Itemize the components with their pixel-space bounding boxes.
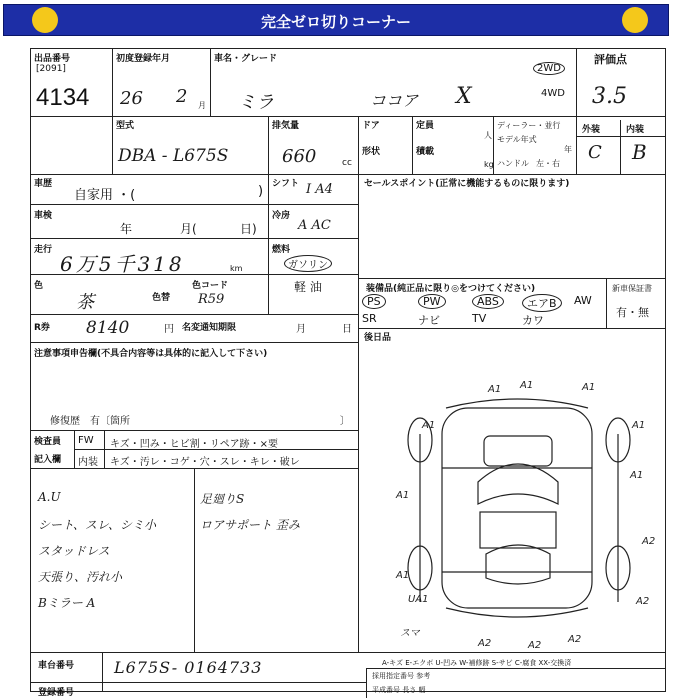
reg-number-label: 登録番号 [38, 688, 75, 698]
color-value: 茶 [76, 292, 94, 313]
legend-row2: 採用指定番号 参考 [372, 672, 431, 680]
displacement-label: 排気量 [272, 121, 300, 131]
car-diagram [360, 372, 666, 652]
lot-number: 4134 [36, 84, 90, 111]
mileage-value: 6万5千318 [60, 252, 185, 276]
model-year-label: モデル年式 [497, 135, 537, 144]
legend-row3: 平成番号 長さ 幅 [372, 686, 426, 694]
lot-sub: [2091] [36, 64, 66, 74]
first-reg-month: 2 [176, 86, 188, 107]
damage-mark: A2 [642, 536, 656, 547]
sales-points-label: セールスポイント(正常に機能するものに限ります) [364, 179, 570, 189]
equipment-label: 装備品(純正品に限り◎をつけてください) [366, 284, 536, 294]
usage-close: ) [258, 184, 264, 199]
first-reg-label: 初度登録年月 [116, 54, 171, 64]
door-label: ドア [362, 121, 380, 131]
inspector-line2: キズ・汚レ・コゲ・穴・スレ・キレ・破レ [110, 457, 300, 468]
damage-mark: A1 [632, 420, 646, 431]
mileage-label: 走行 [34, 245, 53, 255]
remark-left-item: シート、スレ、シミ小 [38, 518, 156, 532]
inspector-line1: キズ・凹み・ヒビ割・リペア跡・×要 [110, 439, 278, 450]
repair-history: 修復歴 有〔箇所 [50, 416, 130, 427]
inspector-sub-label: 記入欄 [34, 455, 62, 465]
car-grade: ココア [370, 91, 419, 110]
dealer-label: ディーラー・並行 [497, 121, 561, 130]
color-code: R59 [198, 292, 225, 307]
fuel-label: 燃料 [272, 245, 291, 255]
equipment-item: AW [574, 294, 592, 307]
shape-label: 形状 [362, 147, 381, 157]
equipment-item: SR [362, 312, 377, 325]
shift-value: I A4 [306, 182, 333, 197]
handle-options: 左・右 [536, 159, 560, 168]
inspection-day: 日) [240, 222, 257, 236]
header-banner [3, 4, 669, 36]
name-change-day: 日 [342, 324, 352, 335]
equipment-item: PW [418, 294, 446, 309]
fuel-gas: ガソリン [284, 255, 332, 272]
fw-label: FW [78, 435, 94, 446]
damage-mark: A2 [636, 596, 650, 607]
damage-mark: スマ [400, 628, 420, 639]
damage-mark: A2 [528, 640, 542, 651]
rear-items-label: 後日品 [364, 333, 392, 343]
damage-mark: A1 [488, 384, 502, 395]
recycle-label: R券 [34, 323, 50, 333]
inspection-year: 年 [120, 222, 133, 236]
banner-title: 完全ゼロ切りコーナー [260, 13, 411, 31]
equipment-item: ナビ [418, 314, 440, 327]
usage-value: 自家用 ・( [74, 188, 136, 203]
damage-mark: A1 [396, 570, 410, 581]
model-value: DBA - L675S [118, 146, 229, 166]
remark-left-item: A.U [38, 490, 61, 504]
inspection-label: 車検 [34, 211, 53, 221]
damage-mark: A1 [630, 470, 644, 481]
warranty-label: 新車保証書 [612, 284, 652, 293]
name-change-label: 名変通知期限 [182, 323, 237, 333]
damage-mark: A1 [582, 382, 596, 393]
damage-mark: A2 [478, 638, 492, 649]
remark-left-item: 天張り、汚れ小 [38, 570, 123, 584]
remark-left-item: スタッドレス [38, 544, 110, 558]
drive-2wd: 2WD [533, 62, 565, 75]
handle-label: ハンドル [497, 159, 529, 168]
first-reg-month-unit: 月 [198, 101, 206, 110]
car-grade2: X [456, 84, 472, 109]
usage-label: 車歴 [34, 179, 53, 189]
equipment-item: TV [472, 312, 487, 325]
inner-label: 内装 [78, 457, 98, 468]
car-name: ミラ [238, 92, 274, 113]
equipment-item: PS [362, 294, 386, 309]
score-label: 評価点 [594, 53, 627, 66]
equipment-item: ABS [472, 294, 504, 309]
color-label: 色 [34, 281, 44, 291]
chassis-value: L675S- 0164733 [114, 658, 263, 677]
capacity-label: 定員 [416, 121, 435, 131]
shift-label: シフト [272, 179, 300, 189]
color-code-label: 色コード [192, 281, 229, 291]
drive-4wd: 4WD [541, 88, 565, 99]
model-year-unit: 年 [564, 145, 572, 154]
load-label: 積載 [416, 147, 435, 157]
displacement-unit: cc [342, 158, 352, 168]
recycle-value: 8140 [86, 318, 130, 338]
mileage-unit: km [230, 264, 243, 273]
model-label: 型式 [116, 121, 135, 131]
damage-mark: A1 [396, 490, 410, 501]
recycle-unit: 円 [164, 324, 174, 335]
inspection-month: 月( [180, 222, 197, 236]
damage-mark: A2 [568, 634, 582, 645]
fuel-diesel: 軽 油 [294, 280, 322, 294]
warranty-value: 有・無 [616, 306, 649, 319]
damage-mark: A1 [422, 420, 436, 431]
remark-right-item: ロアサポート 歪み [200, 518, 300, 532]
color-change-label: 色替 [152, 293, 171, 303]
right-mascot-icon [622, 7, 648, 33]
int-label: 内装 [626, 125, 645, 135]
capacity-unit: 人 [484, 131, 492, 140]
ac-value: A AC [298, 218, 331, 233]
ac-label: 冷房 [272, 211, 291, 221]
displacement-value: 660 [282, 146, 317, 167]
first-reg-year: 26 [120, 88, 143, 109]
equipment-item: エアB [522, 294, 562, 312]
int-grade: B [632, 140, 647, 164]
load-unit: kg [484, 160, 494, 169]
damage-legend: A-キズ E-エクボ U-凹み W-補修跡 S-サビ C-腐食 XX-交換済 [382, 659, 572, 667]
notes-label: 注意事項申告欄(不具合内容等は具体的に記入して下さい) [34, 349, 268, 359]
car-name-label: 車名・グレード [214, 54, 278, 64]
remark-left-item: Bミラー A [38, 596, 96, 610]
name-change-month: 月 [296, 324, 306, 335]
ext-grade: C [588, 142, 602, 163]
equipment-item: カワ [522, 314, 544, 327]
inspector-label: 検査員 [34, 437, 62, 447]
damage-mark: A1 [520, 380, 534, 391]
equipment-items [362, 294, 606, 328]
remark-right-item: 足廻りS [200, 492, 245, 506]
damage-mark: UA1 [408, 594, 429, 605]
lot-label: 出品番号 [34, 54, 71, 64]
repair-close: 〕 [340, 416, 350, 427]
score-value: 3.5 [592, 84, 627, 109]
chassis-label: 車台番号 [38, 661, 75, 671]
ext-label: 外装 [582, 125, 601, 135]
